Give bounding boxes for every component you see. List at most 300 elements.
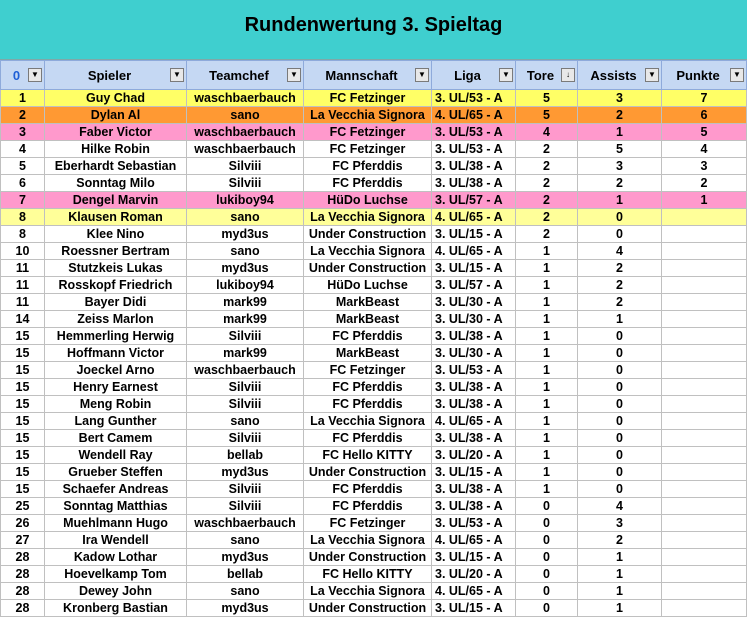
cell-mannschaft[interactable]: HüDo Luchse [304, 277, 432, 294]
cell-assists[interactable]: 0 [578, 379, 662, 396]
ranking-table [0, 60, 747, 617]
cell-teamchef[interactable]: myd3us [187, 464, 304, 481]
cell-rank[interactable]: 6 [1, 175, 45, 192]
cell-mannschaft[interactable]: FC Pferddis [304, 328, 432, 345]
cell-punkte[interactable] [662, 243, 747, 260]
table-row[interactable] [1, 294, 747, 311]
cell-mannschaft[interactable]: FC Fetzinger [304, 124, 432, 141]
cell-spieler[interactable]: Guy Chad [45, 90, 187, 107]
cell-assists[interactable]: 3 [578, 90, 662, 107]
cell-punkte[interactable] [662, 328, 747, 345]
cell-mannschaft[interactable]: FC Pferddis [304, 430, 432, 447]
cell-punkte[interactable] [662, 362, 747, 379]
cell-mannschaft[interactable]: Under Construction [304, 464, 432, 481]
cell-assists[interactable]: 2 [578, 260, 662, 277]
cell-punkte[interactable]: 6 [662, 107, 747, 124]
cell-teamchef[interactable]: sano [187, 107, 304, 124]
cell-rank[interactable]: 15 [1, 481, 45, 498]
cell-rank[interactable]: 15 [1, 430, 45, 447]
cell-punkte[interactable]: 5 [662, 124, 747, 141]
cell-tore[interactable]: 1 [516, 294, 578, 311]
cell-rank[interactable]: 5 [1, 158, 45, 175]
cell-spieler[interactable]: Sonntag Milo [45, 175, 187, 192]
cell-teamchef[interactable]: sano [187, 209, 304, 226]
cell-rank[interactable]: 15 [1, 328, 45, 345]
cell-spieler[interactable]: Kadow Lothar [45, 549, 187, 566]
cell-liga[interactable]: 3. UL/20 - A [432, 566, 516, 583]
cell-mannschaft[interactable]: La Vecchia Signora [304, 583, 432, 600]
cell-punkte[interactable] [662, 413, 747, 430]
cell-tore[interactable]: 0 [516, 583, 578, 600]
filter-dropdown-icon[interactable]: ▼ [170, 68, 184, 82]
cell-rank[interactable]: 2 [1, 107, 45, 124]
cell-rank[interactable]: 25 [1, 498, 45, 515]
cell-teamchef[interactable]: myd3us [187, 260, 304, 277]
cell-spieler[interactable]: Roessner Bertram [45, 243, 187, 260]
table-row[interactable] [1, 532, 747, 549]
cell-mannschaft[interactable]: FC Pferddis [304, 498, 432, 515]
cell-spieler[interactable]: Muehlmann Hugo [45, 515, 187, 532]
cell-spieler[interactable]: Hemmerling Herwig [45, 328, 187, 345]
cell-mannschaft[interactable]: Under Construction [304, 600, 432, 617]
cell-mannschaft[interactable]: FC Fetzinger [304, 141, 432, 158]
cell-rank[interactable]: 3 [1, 124, 45, 141]
cell-tore[interactable]: 1 [516, 277, 578, 294]
cell-punkte[interactable] [662, 226, 747, 243]
cell-spieler[interactable]: Hoevelkamp Tom [45, 566, 187, 583]
table-row[interactable] [1, 192, 747, 209]
cell-assists[interactable]: 2 [578, 277, 662, 294]
cell-teamchef[interactable]: Silviii [187, 430, 304, 447]
cell-rank[interactable]: 27 [1, 532, 45, 549]
cell-liga[interactable]: 3. UL/53 - A [432, 124, 516, 141]
cell-assists[interactable]: 0 [578, 464, 662, 481]
filter-dropdown-icon[interactable]: ▼ [287, 68, 301, 82]
cell-liga[interactable]: 4. UL/65 - A [432, 243, 516, 260]
cell-liga[interactable]: 3. UL/30 - A [432, 294, 516, 311]
cell-rank[interactable]: 15 [1, 379, 45, 396]
table-row[interactable] [1, 515, 747, 532]
cell-teamchef[interactable]: lukiboy94 [187, 277, 304, 294]
cell-rank[interactable]: 15 [1, 447, 45, 464]
column-header-label: Spieler [87, 67, 132, 83]
cell-teamchef[interactable]: Silviii [187, 396, 304, 413]
cell-teamchef[interactable]: mark99 [187, 311, 304, 328]
cell-punkte[interactable]: 3 [662, 158, 747, 175]
table-row[interactable] [1, 277, 747, 294]
cell-teamchef[interactable]: Silviii [187, 379, 304, 396]
cell-assists[interactable]: 1 [578, 549, 662, 566]
cell-assists[interactable]: 3 [578, 158, 662, 175]
table-row[interactable] [1, 158, 747, 175]
cell-tore[interactable]: 2 [516, 226, 578, 243]
cell-mannschaft[interactable]: FC Hello KITTY [304, 447, 432, 464]
cell-punkte[interactable] [662, 481, 747, 498]
cell-liga[interactable]: 3. UL/30 - A [432, 311, 516, 328]
table-row[interactable] [1, 549, 747, 566]
table-row[interactable] [1, 566, 747, 583]
cell-tore[interactable]: 2 [516, 141, 578, 158]
cell-teamchef[interactable]: Silviii [187, 158, 304, 175]
cell-rank[interactable]: 14 [1, 311, 45, 328]
filter-dropdown-icon[interactable]: ▼ [645, 68, 659, 82]
table-row[interactable] [1, 90, 747, 107]
cell-mannschaft[interactable]: FC Pferddis [304, 175, 432, 192]
cell-teamchef[interactable]: sano [187, 413, 304, 430]
cell-punkte[interactable] [662, 447, 747, 464]
cell-punkte[interactable] [662, 209, 747, 226]
cell-liga[interactable]: 3. UL/38 - A [432, 430, 516, 447]
cell-rank[interactable]: 15 [1, 464, 45, 481]
cell-mannschaft[interactable]: La Vecchia Signora [304, 209, 432, 226]
cell-liga[interactable]: 3. UL/53 - A [432, 141, 516, 158]
cell-spieler[interactable]: Hoffmann Victor [45, 345, 187, 362]
cell-spieler[interactable]: Eberhardt Sebastian [45, 158, 187, 175]
cell-assists[interactable]: 5 [578, 141, 662, 158]
cell-assists[interactable]: 3 [578, 515, 662, 532]
cell-rank[interactable]: 11 [1, 294, 45, 311]
cell-liga[interactable]: 4. UL/65 - A [432, 209, 516, 226]
cell-tore[interactable]: 1 [516, 362, 578, 379]
cell-punkte[interactable] [662, 396, 747, 413]
table-row[interactable] [1, 124, 747, 141]
cell-punkte[interactable] [662, 379, 747, 396]
cell-rank[interactable]: 1 [1, 90, 45, 107]
cell-teamchef[interactable]: myd3us [187, 549, 304, 566]
cell-rank[interactable]: 28 [1, 583, 45, 600]
cell-spieler[interactable]: Henry Earnest [45, 379, 187, 396]
cell-punkte[interactable] [662, 532, 747, 549]
cell-spieler[interactable]: Bayer Didi [45, 294, 187, 311]
cell-assists[interactable]: 1 [578, 311, 662, 328]
cell-punkte[interactable] [662, 498, 747, 515]
cell-tore[interactable]: 1 [516, 396, 578, 413]
table-row[interactable] [1, 175, 747, 192]
cell-teamchef[interactable]: sano [187, 583, 304, 600]
cell-teamchef[interactable]: Silviii [187, 328, 304, 345]
cell-assists[interactable]: 0 [578, 226, 662, 243]
filter-dropdown-icon[interactable]: ▼ [28, 68, 42, 82]
table-row[interactable] [1, 396, 747, 413]
table-row[interactable] [1, 328, 747, 345]
cell-spieler[interactable]: Dylan Al [45, 107, 187, 124]
cell-mannschaft[interactable]: FC Fetzinger [304, 90, 432, 107]
cell-punkte[interactable]: 1 [662, 192, 747, 209]
cell-teamchef[interactable]: bellab [187, 447, 304, 464]
cell-tore[interactable]: 0 [516, 600, 578, 617]
cell-teamchef[interactable]: waschbaerbauch [187, 141, 304, 158]
table-row[interactable] [1, 413, 747, 430]
cell-mannschaft[interactable]: FC Hello KITTY [304, 566, 432, 583]
cell-liga[interactable]: 3. UL/38 - A [432, 175, 516, 192]
cell-rank[interactable]: 8 [1, 209, 45, 226]
cell-punkte[interactable] [662, 549, 747, 566]
cell-spieler[interactable]: Zeiss Marlon [45, 311, 187, 328]
cell-assists[interactable]: 4 [578, 243, 662, 260]
cell-spieler[interactable]: Stutzkeis Lukas [45, 260, 187, 277]
cell-liga[interactable]: 4. UL/65 - A [432, 532, 516, 549]
cell-spieler[interactable]: Kronberg Bastian [45, 600, 187, 617]
cell-rank[interactable]: 28 [1, 600, 45, 617]
filter-dropdown-icon[interactable]: ▼ [499, 68, 513, 82]
cell-liga[interactable]: 3. UL/38 - A [432, 158, 516, 175]
cell-teamchef[interactable]: mark99 [187, 294, 304, 311]
cell-assists[interactable]: 0 [578, 396, 662, 413]
cell-teamchef[interactable]: waschbaerbauch [187, 124, 304, 141]
cell-tore[interactable]: 1 [516, 328, 578, 345]
cell-liga[interactable]: 3. UL/15 - A [432, 260, 516, 277]
cell-assists[interactable]: 2 [578, 175, 662, 192]
cell-spieler[interactable]: Bert Camem [45, 430, 187, 447]
cell-assists[interactable]: 0 [578, 345, 662, 362]
cell-liga[interactable]: 3. UL/38 - A [432, 328, 516, 345]
cell-mannschaft[interactable]: FC Pferddis [304, 379, 432, 396]
cell-punkte[interactable] [662, 600, 747, 617]
table-row[interactable] [1, 464, 747, 481]
cell-assists[interactable]: 0 [578, 328, 662, 345]
cell-rank[interactable]: 15 [1, 396, 45, 413]
cell-liga[interactable]: 3. UL/38 - A [432, 481, 516, 498]
column-header-rank[interactable] [1, 61, 45, 90]
cell-tore[interactable]: 0 [516, 549, 578, 566]
cell-punkte[interactable] [662, 566, 747, 583]
cell-rank[interactable]: 7 [1, 192, 45, 209]
cell-tore[interactable]: 1 [516, 413, 578, 430]
table-row[interactable] [1, 583, 747, 600]
cell-rank[interactable]: 10 [1, 243, 45, 260]
cell-teamchef[interactable]: sano [187, 243, 304, 260]
column-header-tore[interactable] [516, 61, 578, 90]
cell-spieler[interactable]: Dengel Marvin [45, 192, 187, 209]
cell-liga[interactable]: 3. UL/38 - A [432, 396, 516, 413]
cell-tore[interactable]: 1 [516, 260, 578, 277]
column-header-mannschaft[interactable] [304, 61, 432, 90]
cell-punkte[interactable] [662, 260, 747, 277]
cell-spieler[interactable]: Ira Wendell [45, 532, 187, 549]
cell-assists[interactable]: 1 [578, 583, 662, 600]
table-row[interactable] [1, 481, 747, 498]
cell-rank[interactable]: 28 [1, 549, 45, 566]
cell-punkte[interactable]: 2 [662, 175, 747, 192]
cell-tore[interactable]: 1 [516, 430, 578, 447]
cell-mannschaft[interactable]: MarkBeast [304, 294, 432, 311]
table-row[interactable] [1, 107, 747, 124]
cell-mannschaft[interactable]: FC Pferddis [304, 158, 432, 175]
cell-tore[interactable]: 2 [516, 209, 578, 226]
table-row[interactable] [1, 430, 747, 447]
cell-punkte[interactable] [662, 294, 747, 311]
cell-mannschaft[interactable]: La Vecchia Signora [304, 243, 432, 260]
cell-assists[interactable]: 1 [578, 566, 662, 583]
cell-assists[interactable]: 0 [578, 447, 662, 464]
cell-spieler[interactable]: Faber Victor [45, 124, 187, 141]
column-header-punkte[interactable] [662, 61, 747, 90]
cell-spieler[interactable]: Rosskopf Friedrich [45, 277, 187, 294]
column-header-assists[interactable] [578, 61, 662, 90]
cell-liga[interactable]: 3. UL/57 - A [432, 192, 516, 209]
cell-spieler[interactable]: Meng Robin [45, 396, 187, 413]
table-row[interactable] [1, 362, 747, 379]
cell-punkte[interactable]: 7 [662, 90, 747, 107]
cell-tore[interactable]: 2 [516, 192, 578, 209]
cell-spieler[interactable]: Wendell Ray [45, 447, 187, 464]
cell-assists[interactable]: 0 [578, 481, 662, 498]
cell-teamchef[interactable]: waschbaerbauch [187, 90, 304, 107]
cell-spieler[interactable]: Schaefer Andreas [45, 481, 187, 498]
cell-tore[interactable]: 1 [516, 447, 578, 464]
cell-liga[interactable]: 4. UL/65 - A [432, 583, 516, 600]
cell-assists[interactable]: 0 [578, 413, 662, 430]
column-header-spieler[interactable] [45, 61, 187, 90]
cell-assists[interactable]: 2 [578, 294, 662, 311]
table-body [1, 90, 747, 617]
table-row[interactable] [1, 141, 747, 158]
cell-assists[interactable]: 4 [578, 498, 662, 515]
table-row[interactable] [1, 243, 747, 260]
cell-teamchef[interactable]: mark99 [187, 345, 304, 362]
cell-liga[interactable]: 3. UL/53 - A [432, 515, 516, 532]
cell-punkte[interactable] [662, 583, 747, 600]
cell-teamchef[interactable]: Silviii [187, 481, 304, 498]
cell-punkte[interactable] [662, 515, 747, 532]
cell-tore[interactable]: 1 [516, 379, 578, 396]
cell-assists[interactable]: 0 [578, 209, 662, 226]
cell-liga[interactable]: 3. UL/53 - A [432, 362, 516, 379]
cell-mannschaft[interactable]: HüDo Luchse [304, 192, 432, 209]
cell-spieler[interactable]: Klausen Roman [45, 209, 187, 226]
table-row[interactable] [1, 447, 747, 464]
cell-tore[interactable]: 4 [516, 124, 578, 141]
cell-teamchef[interactable]: Silviii [187, 498, 304, 515]
table-row[interactable] [1, 345, 747, 362]
filter-dropdown-icon[interactable]: ▼ [415, 68, 429, 82]
cell-assists[interactable]: 0 [578, 362, 662, 379]
cell-tore[interactable]: 5 [516, 90, 578, 107]
cell-tore[interactable]: 1 [516, 243, 578, 260]
cell-assists[interactable]: 2 [578, 532, 662, 549]
cell-assists[interactable]: 1 [578, 192, 662, 209]
cell-liga[interactable]: 3. UL/15 - A [432, 600, 516, 617]
cell-liga[interactable]: 3. UL/38 - A [432, 498, 516, 515]
table-row[interactable] [1, 311, 747, 328]
cell-rank[interactable]: 15 [1, 345, 45, 362]
cell-teamchef[interactable]: myd3us [187, 600, 304, 617]
cell-punkte[interactable]: 4 [662, 141, 747, 158]
table-row[interactable] [1, 260, 747, 277]
cell-liga[interactable]: 3. UL/30 - A [432, 345, 516, 362]
column-header-teamchef[interactable] [187, 61, 304, 90]
cell-spieler[interactable]: Hilke Robin [45, 141, 187, 158]
cell-mannschaft[interactable]: FC Fetzinger [304, 515, 432, 532]
cell-mannschaft[interactable]: Under Construction [304, 226, 432, 243]
cell-rank[interactable]: 26 [1, 515, 45, 532]
cell-mannschaft[interactable]: Under Construction [304, 260, 432, 277]
cell-mannschaft[interactable]: FC Pferddis [304, 481, 432, 498]
cell-teamchef[interactable]: Silviii [187, 175, 304, 192]
filter-dropdown-icon[interactable]: ▼ [730, 68, 744, 82]
sort-descending-icon[interactable]: ↓ [561, 68, 575, 82]
cell-tore[interactable]: 5 [516, 107, 578, 124]
cell-tore[interactable]: 0 [516, 515, 578, 532]
cell-teamchef[interactable]: sano [187, 532, 304, 549]
cell-rank[interactable]: 4 [1, 141, 45, 158]
cell-mannschaft[interactable]: La Vecchia Signora [304, 532, 432, 549]
cell-assists[interactable]: 0 [578, 430, 662, 447]
cell-punkte[interactable] [662, 345, 747, 362]
cell-teamchef[interactable]: lukiboy94 [187, 192, 304, 209]
cell-liga[interactable]: 3. UL/15 - A [432, 226, 516, 243]
cell-rank[interactable]: 11 [1, 260, 45, 277]
column-header-label: Mannschaft [325, 67, 398, 83]
cell-rank[interactable]: 15 [1, 413, 45, 430]
table-row[interactable] [1, 379, 747, 396]
cell-spieler[interactable]: Sonntag Matthias [45, 498, 187, 515]
cell-tore[interactable]: 1 [516, 311, 578, 328]
cell-tore[interactable]: 1 [516, 345, 578, 362]
cell-punkte[interactable] [662, 464, 747, 481]
cell-mannschaft[interactable]: MarkBeast [304, 345, 432, 362]
cell-teamchef[interactable]: waschbaerbauch [187, 362, 304, 379]
column-header-label: 0 [12, 67, 21, 83]
cell-mannschaft[interactable]: MarkBeast [304, 311, 432, 328]
cell-rank[interactable]: 8 [1, 226, 45, 243]
cell-teamchef[interactable]: waschbaerbauch [187, 515, 304, 532]
cell-mannschaft[interactable]: La Vecchia Signora [304, 107, 432, 124]
cell-spieler[interactable]: Grueber Steffen [45, 464, 187, 481]
cell-liga[interactable]: 3. UL/20 - A [432, 447, 516, 464]
cell-teamchef[interactable]: myd3us [187, 226, 304, 243]
cell-tore[interactable]: 1 [516, 481, 578, 498]
cell-punkte[interactable] [662, 277, 747, 294]
cell-tore[interactable]: 0 [516, 498, 578, 515]
cell-assists[interactable]: 2 [578, 107, 662, 124]
cell-liga[interactable]: 3. UL/38 - A [432, 379, 516, 396]
table-row[interactable] [1, 498, 747, 515]
cell-spieler[interactable]: Klee Nino [45, 226, 187, 243]
table-row[interactable] [1, 226, 747, 243]
cell-rank[interactable]: 15 [1, 362, 45, 379]
cell-assists[interactable]: 1 [578, 124, 662, 141]
cell-tore[interactable]: 2 [516, 158, 578, 175]
cell-mannschaft[interactable]: Under Construction [304, 549, 432, 566]
cell-liga[interactable]: 3. UL/15 - A [432, 549, 516, 566]
cell-tore[interactable]: 1 [516, 464, 578, 481]
cell-tore[interactable]: 0 [516, 566, 578, 583]
cell-mannschaft[interactable]: La Vecchia Signora [304, 413, 432, 430]
cell-liga[interactable]: 4. UL/65 - A [432, 107, 516, 124]
cell-mannschaft[interactable]: FC Pferddis [304, 396, 432, 413]
cell-liga[interactable]: 4. UL/65 - A [432, 413, 516, 430]
cell-tore[interactable]: 0 [516, 532, 578, 549]
cell-punkte[interactable] [662, 311, 747, 328]
cell-tore[interactable]: 2 [516, 175, 578, 192]
cell-spieler[interactable]: Lang Gunther [45, 413, 187, 430]
cell-liga[interactable]: 3. UL/57 - A [432, 277, 516, 294]
cell-punkte[interactable] [662, 430, 747, 447]
cell-spieler[interactable]: Joeckel Arno [45, 362, 187, 379]
cell-assists[interactable]: 1 [578, 600, 662, 617]
cell-rank[interactable]: 11 [1, 277, 45, 294]
cell-liga[interactable]: 3. UL/53 - A [432, 90, 516, 107]
cell-rank[interactable]: 28 [1, 566, 45, 583]
cell-mannschaft[interactable]: FC Fetzinger [304, 362, 432, 379]
cell-spieler[interactable]: Dewey John [45, 583, 187, 600]
cell-liga[interactable]: 3. UL/15 - A [432, 464, 516, 481]
cell-teamchef[interactable]: bellab [187, 566, 304, 583]
column-header-liga[interactable] [432, 61, 516, 90]
table-row[interactable] [1, 209, 747, 226]
table-row[interactable] [1, 600, 747, 617]
